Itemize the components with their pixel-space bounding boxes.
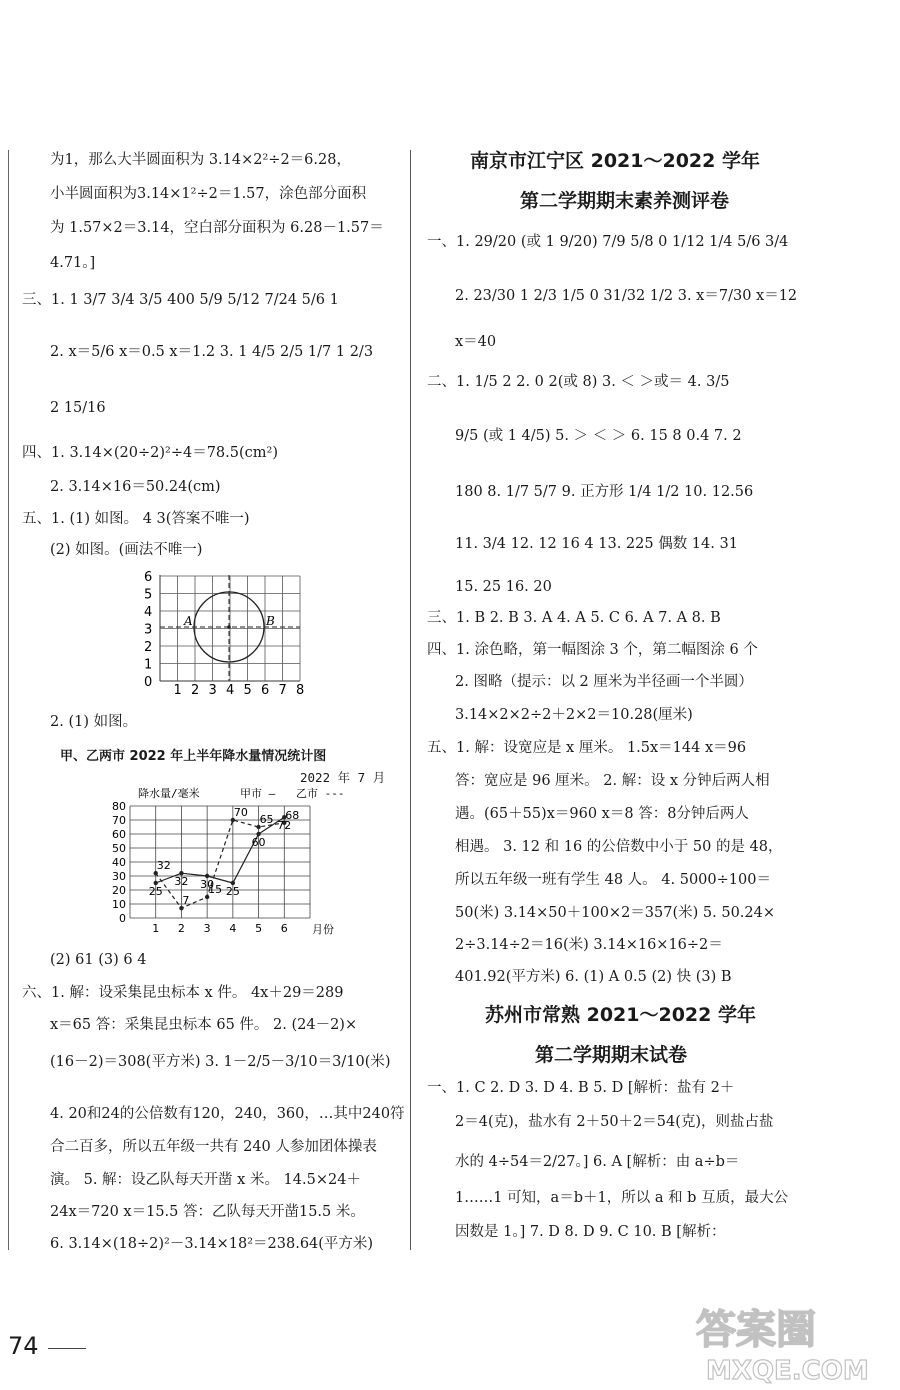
legend-a: 甲市 — (240, 787, 276, 800)
text-line: 三、1. B 2. B 3. A 4. A 5. C 6. A 7. A 8. B (427, 610, 721, 626)
text-line: (16－2)＝308(平方米) 3. 1－2/5－3/10＝3/10(米) (50, 1054, 391, 1070)
data-label: 68 (285, 808, 300, 822)
text-line: 所以五年级一班有学生 48 人。 4. 5000÷100＝ (455, 872, 771, 888)
text-line: 401.92(平方米) 6. (1) A 0.5 (2) 快 (3) B (455, 969, 732, 985)
text-line: 演。 5. 解：设乙队每天开凿 x 米。 14.5×24＋ (50, 1172, 361, 1188)
left-border-line (8, 150, 9, 1250)
grid-y-tick: 1 (144, 657, 153, 673)
data-label: 15 (208, 883, 223, 896)
text-line: 水的 4÷54＝2/27。] 6. A [解析：由 a÷b＝ (455, 1154, 740, 1170)
data-label: 72 (277, 819, 292, 833)
grid-x-tick: 7 (278, 683, 287, 695)
point-b-label: B (266, 614, 275, 628)
data-label: 60 (251, 836, 266, 849)
text-line: 三、1. 1 3/7 3/4 3/5 400 5/9 5/12 7/24 5/6 1 (22, 292, 339, 308)
section-subtitle: 第二学期期末试卷 (535, 1044, 688, 1066)
text-line: 4.71。] (50, 255, 96, 271)
text-line: 2. x＝5/6 x＝0.5 x＝1.2 3. 1 4/5 2/5 1/7 1 2/3 (50, 344, 374, 360)
text-line: 180 8. 1/7 5/7 9. 正方形 1/4 1/2 10. 12.56 (455, 484, 754, 500)
text-line: 六、1. 解：设采集昆虫标本 x 件。 4x＋29＝289 (22, 985, 344, 1001)
section-title: 南京市江宁区 2021～2022 学年 (470, 150, 760, 172)
watermark-domain: MXQE.COM (706, 1356, 869, 1385)
page-number: 74 (8, 1332, 39, 1360)
text-line: 2. 23/30 1 2/3 1/5 0 31/32 1/2 3. x＝7/30 x＝12 (455, 288, 798, 304)
text-line: 为1，那么大半圆面积为 3.14×2²÷2＝6.28， (50, 152, 351, 168)
text-line: 6. 3.14×(18÷2)²－3.14×18²＝238.64(平方米) (50, 1236, 374, 1252)
y-tick-label: 10 (112, 898, 126, 911)
text-line: 2＝4(克)，盐水有 2＋50＋2＝54(克)，则盐占盐 (455, 1114, 774, 1130)
y-axis-label: 降水量/毫米 (138, 787, 200, 800)
text-line: 答：宽应是 96 厘米。 2. 解：设 x 分钟后两人相 (455, 773, 770, 789)
x-tick-label: 3 (203, 922, 211, 935)
watermark-text: 答案圈 (696, 1307, 816, 1353)
grid-x-tick: 6 (261, 683, 270, 695)
y-tick-label: 80 (112, 800, 126, 813)
text-line: 4. 20和24的公倍数有120，240，360，…其中240符 (50, 1106, 405, 1122)
grid-x-tick: 8 (296, 683, 305, 695)
x-tick-label: 4 (229, 922, 237, 935)
text-line: (2) 61 (3) 6 4 (50, 952, 147, 968)
grid-x-tick: 4 (226, 683, 235, 695)
y-tick-label: 40 (112, 856, 126, 869)
text-line: 遇。(65＋55)x＝960 x＝8 答：8分钟后两人 (455, 806, 749, 822)
grid-y-tick: 3 (144, 622, 153, 638)
circle-grid-figure (140, 565, 310, 695)
y-tick-label: 30 (112, 870, 126, 883)
data-label: 65 (259, 813, 274, 826)
data-label: 32 (156, 859, 171, 873)
rainfall-line-chart (100, 783, 360, 938)
grid-y-tick: 6 (144, 570, 153, 585)
text-line: 合二百多，所以五年级一共有 240 人参加团体操表 (50, 1139, 377, 1155)
text-line: 2. 3.14×16＝50.24(cm) (50, 479, 221, 495)
x-tick-label: 5 (255, 922, 263, 935)
text-line: (2) 如图。(画法不唯一) (50, 542, 203, 558)
text-line: 相遇。 3. 12 和 16 的公倍数中小于 50 的是 48， (455, 839, 783, 855)
data-label: 30 (200, 878, 215, 891)
grid-x-tick: 1 (173, 683, 182, 695)
text-line: 50(米) 3.14×50＋100×2＝357(米) 5. 50.24× (455, 905, 776, 921)
text-line: 五、1. (1) 如图。 4 3(答案不唯一) (22, 511, 250, 527)
x-tick-label: 1 (152, 922, 160, 935)
grid-x-tick: 3 (208, 683, 217, 695)
text-line: 一、1. C 2. D 3. D 4. B 5. D [解析：盐有 2＋ (427, 1080, 735, 1096)
data-label: 70 (233, 806, 248, 819)
column-divider (410, 150, 411, 1250)
chart-title: 甲、乙两市 2022 年上半年降水量情况统计图 (60, 749, 327, 764)
y-tick-label: 70 (112, 814, 126, 827)
watermark-logo (686, 1295, 896, 1385)
y-tick-label: 60 (112, 828, 126, 841)
legend-b: 乙市 --- (296, 787, 345, 800)
y-tick-label: 50 (112, 842, 126, 855)
grid-x-tick: 5 (243, 683, 252, 695)
x-tick-label: 6 (280, 922, 288, 935)
point-a-label: A (184, 614, 193, 628)
data-label: 25 (148, 885, 163, 898)
text-line: 2÷3.14÷2＝16(米) 3.14×16×16÷2＝ (455, 937, 723, 953)
x-axis-unit: 月份 (312, 923, 334, 936)
data-label: 32 (174, 875, 189, 889)
text-line: 2 15/16 (50, 400, 106, 416)
text-line: 一、1. 29/20 (或 1 9/20) 7/9 5/8 0 1/12 1/4 5/6 3/4 (427, 234, 789, 250)
text-line: 11. 3/4 12. 12 16 4 13. 225 偶数 14. 31 (455, 536, 738, 552)
text-line: 四、1. 涂色略，第一幅图涂 3 个，第二幅图涂 6 个 (427, 642, 758, 658)
grid-y-tick: 2 (144, 640, 153, 655)
series-line-1 (156, 817, 285, 883)
text-line: 15. 25 16. 20 (455, 579, 552, 595)
y-tick-label: 0 (119, 912, 126, 925)
text-line: 1……1 可知，a＝b＋1，所以 a 和 b 互质，最大公 (455, 1190, 789, 1206)
data-label: 25 (225, 885, 240, 898)
text-line: 小半圆面积为3.14×1²÷2＝1.57，涂色部分面积 (50, 186, 367, 202)
text-line: x＝65 答：采集昆虫标本 65 件。 2. (24－2)× (50, 1017, 358, 1033)
grid-y-tick: 0 (144, 675, 153, 690)
text-line: 24x＝720 x＝15.5 答：乙队每天开凿15.5 米。 (50, 1204, 365, 1220)
y-tick-label: 20 (112, 884, 126, 897)
page-number-rule (48, 1348, 86, 1349)
chart-date: 2022 年 7 月 (300, 770, 386, 785)
section-subtitle: 第二学期期末素养测评卷 (520, 190, 730, 212)
grid-x-tick: 2 (191, 683, 200, 695)
grid-y-tick: 5 (144, 587, 153, 603)
text-line: 五、1. 解：设宽应是 x 厘米。 1.5x＝144 x＝96 (427, 740, 747, 756)
text-line: 二、1. 1/5 2 2. 0 2(或 8) 3. ＜ ＞或＝ 4. 3/5 (427, 374, 730, 390)
text-line: 四、1. 3.14×(20÷2)²÷4＝78.5(cm²) (22, 445, 278, 461)
text-line: 2. (1) 如图。 (50, 714, 138, 730)
text-line: 因数是 1。] 7. D 8. D 9. C 10. B [解析： (455, 1224, 726, 1240)
text-line: 为 1.57×2＝3.14，空白部分面积为 6.28－1.57＝ (50, 220, 384, 236)
text-line: 3.14×2×2÷2＋2×2＝10.28(厘米) (455, 707, 693, 723)
x-tick-label: 2 (177, 922, 185, 935)
text-line: 9/5 (或 1 4/5) 5. ＞ ＜ ＞ 6. 15 8 0.4 7. 2 (455, 428, 742, 444)
text-line: 2. 图略（提示：以 2 厘米为半径画一个半圆） (455, 674, 753, 690)
section-title: 苏州市常熟 2021～2022 学年 (485, 1004, 756, 1026)
text-line: x＝40 (455, 334, 497, 350)
grid-y-tick: 4 (144, 605, 153, 620)
data-label: 7 (182, 894, 190, 908)
